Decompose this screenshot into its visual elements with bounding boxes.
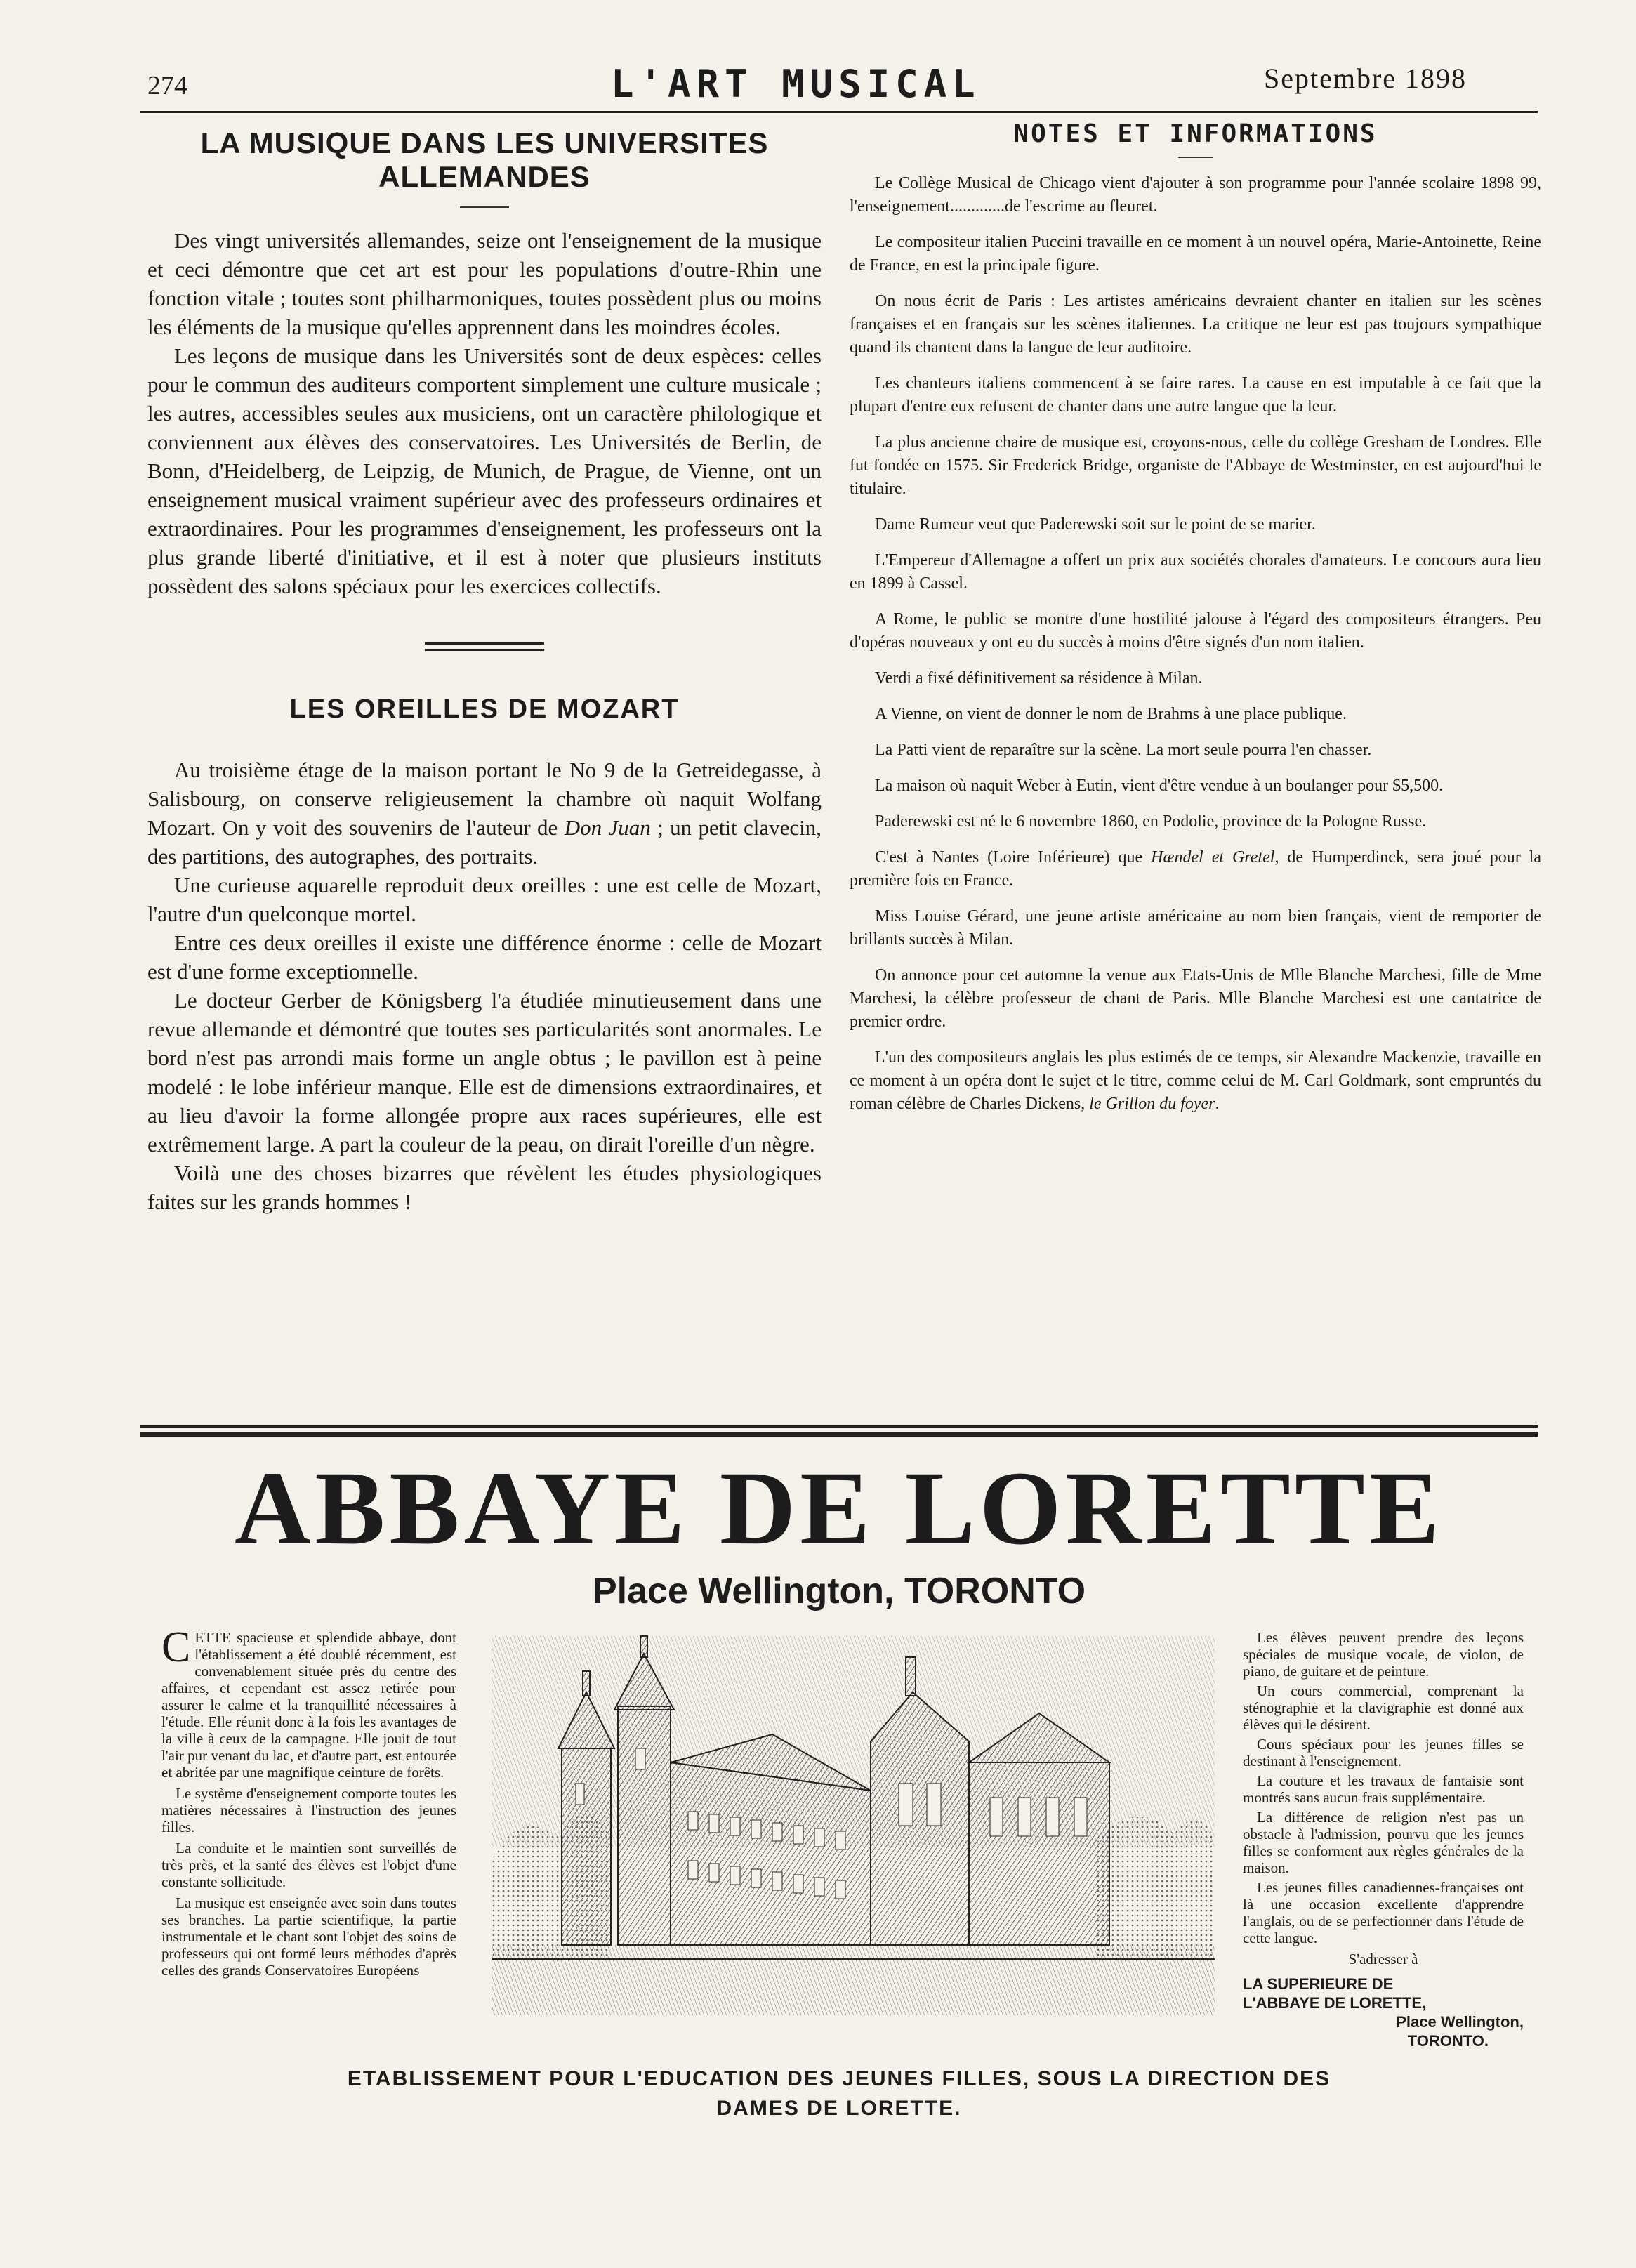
note-item: La plus ancienne chaire de musique est, croyons-nous, celle du collège Gresham de Londres. Elle fut fondée en 1575. Sir Frederick Bridge, organiste de l'Abbaye de Westminster, en est aujourd'hui le titulaire. (850, 433, 1541, 498)
note-item: A Vienne, on vient de donner le nom de Brahms à une place publique. (875, 705, 1347, 723)
note-item: Miss Louise Gérard, une jeune artiste américaine au nom bien français, vient de remporter de brillants succès à Milan. (850, 907, 1541, 949)
header-rule (140, 111, 1538, 113)
ad-paragraph: La conduite et le maintien sont surveillés de très près, et la santé des élèves est l'objet d'une constante sollicitude. (161, 1840, 456, 1890)
footer-line: DAMES DE LORETTE. (716, 2097, 962, 2120)
ad-paragraph: Le système d'enseignement comporte toutes les matières nécessaires à l'instruction des jeunes filles. (161, 1785, 456, 1835)
contact-intro: S'adresser à (1348, 1951, 1418, 1967)
paragraph: Entre ces deux oreilles il existe une différence énorme : celle de Mozart est d'une forme exceptionnelle. (147, 930, 822, 984)
journal-title: L'ART MUSICAL (611, 62, 981, 106)
article-title-mozart: LES OREILLES DE MOZART (289, 694, 680, 724)
text-run: , de Humperdinck, sera joué pour la première fois en France. (850, 848, 1541, 890)
note-item (850, 846, 1541, 892)
contact-line: LA SUPERIEURE DE (1243, 1975, 1394, 1993)
ad-paragraph: Cours spéciaux pour les jeunes filles se destinant à l'enseignement. (1243, 1736, 1524, 1769)
section-divider (425, 642, 544, 651)
text-run: ETTE spacieuse et splendide abbaye, dont l'établissement a été doublé récemment, est convenablement située près du centre des affaires, et cependant est assez retirée pour assurer le calme et la tranquillité nécessaires à l'étude. Elle réunit donc à la fois les avantages de la ville à ceux de la campagne. Elle jouit de tout l'air pur venant du lac, et d'autre part, est entourée et abritée par une magnifique ceinture de forêts. (161, 1629, 456, 1781)
note-item: La maison où naquit Weber à Eutin, vient d'être vendue à un boulanger pour $5,500. (875, 777, 1444, 795)
ad-paragraph: Un cours commercial, comprenant la sténographie et la clavigraphie est donné aux élèves qui le désirent. (1243, 1682, 1524, 1733)
ad-subtitle: Place Wellington, TORONTO (592, 1571, 1086, 1611)
ground (492, 1945, 1215, 2015)
text-run: L'un des compositeurs anglais les plus estimés de ce temps, sir Alexandre Mackenzie, travaille en ce moment à un opéra dont le sujet et le titre, comme celui de M. Carl Goldmark, sont empruntés du roman célèbre de Charles Dickens, (850, 1048, 1541, 1113)
drop-cap: C (161, 1623, 191, 1671)
ad-footer (140, 2064, 1538, 2123)
left-column (147, 126, 822, 1216)
note-item: Paderewski est né le 6 novembre 1860, en Podolie, province de la Pologne Russe. (875, 812, 1427, 831)
ad-left-text (161, 1623, 456, 1983)
text-run: . (1215, 1095, 1220, 1113)
ad-paragraph: Les jeunes filles canadiennes-françaises ont là une occasion excellente d'apprendre l'anglais, ou de se perfectionner dans l'étude de cette langue. (1243, 1879, 1524, 1946)
trees-right (1095, 1817, 1215, 1959)
text-run: C'est à Nantes (Loire Inférieure) que (875, 848, 1152, 866)
contact-block (1243, 1974, 1524, 2050)
italic-title: Hændel et Gretel (1151, 848, 1275, 866)
ad-paragraph: La musique est enseignée avec soin dans toutes ses branches. La partie scientifique, la partie instrumentale et le chant sont l'objet des soins de professeurs qui ont formé leurs méthodes d'après celles des grands Conservatoires Européens (161, 1894, 456, 1979)
ad-paragraph (161, 1623, 456, 1781)
note-item: La Patti vient de reparaître sur la scène. La mort seule pourra l'en chasser. (875, 741, 1372, 759)
ad-paragraph: La couture et les travaux de fantaisie sont montrés sans aucun frais supplémentaire. (1243, 1772, 1524, 1806)
text-run: Au troisième étage de la maison portant le No 9 de la Getreidegasse, à Salisbourg, on conserve religieusement la chambre où naquit Wolfang Mozart. On y voit des souvenirs de l'auteur de (147, 758, 822, 840)
note-item: A Rome, le public se montre d'une hostilité jalouse à l'égard des compositeurs étrangers. Peu d'opéras nouveaux y ont eu du succès à moins d'être signés d'un nom italien. (850, 610, 1541, 652)
paragraph (147, 756, 822, 871)
paragraph: Des vingt universités allemandes, seize ont l'enseignement de la musique et ceci démontre que cet art est pour les populations d'outre-Rhin une fonction vitale ; toutes sont philharmoniques, toutes possèdent plus ou moins les éléments de la musique qu'elles apprennent dans les moindres écoles. (147, 228, 822, 339)
note-item: On annonce pour cet automne la venue aux Etats-Unis de Mlle Blanche Marchesi, fille de Mme Marchesi, la célèbre professeur de chant de Paris. Mlle Blanche Marchesi est une cantatrice de premier ordre. (850, 966, 1541, 1031)
article-title-universites: LA MUSIQUE DANS LES UNIVERSITES ALLEMANDES (200, 126, 769, 193)
ad-top-rule-thick (140, 1432, 1538, 1437)
italic-title: le Grillon du foyer (1089, 1095, 1215, 1113)
paragraph: Les leçons de musique dans les Universités sont de deux espèces: celles pour le commun des auditeurs comportent simplement une culture musicale ; les autres, accessibles seules aux musiciens, ont un caractère philologique et conviennent aux élèves des conservatoires. Les Universités de Berlin, de Bonn, d'Heidelberg, de Leipzig, de Munich, de Prague, de Vienne, ont un enseignement musical vraiment supérieur avec des professeurs ordinaires et extraordinaires. Pour les programmes d'enseignement, les professeurs ont la plus grande liberté d'initiative, et il est à noter que plusieurs instituts possèdent des salons spéciaux pour les exercices collectifs. (147, 343, 822, 598)
ad-paragraph: Les élèves peuvent prendre des leçons spéciales de musique vocale, de violon, de piano, de guitare et de peinture. (1243, 1629, 1524, 1680)
notes-title: NOTES ET INFORMATIONS (1013, 119, 1378, 148)
note-item: Les chanteurs italiens commencent à se faire rares. La cause en est imputable à ce fait que la plupart d'entre eux refusent de chanter dans une autre langue que la leur. (850, 374, 1541, 416)
contact-line: Place Wellington, (1396, 2013, 1524, 2031)
title-rule (1178, 157, 1213, 158)
footer-line: ETABLISSEMENT POUR L'EDUCATION DES JEUNES FILLES, SOUS LA DIRECTION DES (347, 2067, 1331, 2090)
paragraph: Une curieuse aquarelle reproduit deux oreilles : une est celle de Mozart, l'autre d'un quelconque mortel. (147, 873, 822, 926)
ad-paragraph: La différence de religion n'est pas un obstacle à l'admission, pourvu que les jeunes filles se conforment aux règles générales de la maison. (1243, 1809, 1524, 1876)
contact-line: TORONTO. (1407, 2032, 1489, 2050)
note-item (850, 1046, 1541, 1116)
note-item: Le compositeur italien Puccini travaille en ce moment à un nouvel opéra, Marie-Antoinette, Reine de France, en est la principale figure. (850, 233, 1541, 275)
ad-right-text (1243, 1629, 1524, 2050)
note-item: Le Collège Musical de Chicago vient d'ajouter à son programme pour l'année scolaire 1898 99, l'enseignement.............de l'escrime au fleuret. (850, 174, 1541, 216)
ad-top-rule (140, 1425, 1538, 1428)
contact-line: L'ABBAYE DE LORETTE, (1243, 1994, 1427, 2012)
ad-title: ABBAYE DE LORETTE (235, 1450, 1444, 1567)
title-rule (460, 206, 509, 208)
paragraph: Le docteur Gerber de Königsberg l'a étudiée minutieusement dans une revue allemande et démontré que toutes ses particularités sont anormales. Le bord n'est pas arrondi mais forme un angle obtus ; le pavillon est à peine modelé : le lobe inférieur manque. Elle est de dimensions extraordinaires, et au lieu d'avoir la forme allongée propre aux races supérieures, elle est extrêmement large. A part la couleur de la peau, on dirait l'oreille d'un nègre. (147, 988, 822, 1156)
abbey-engraving (477, 1629, 1229, 2022)
note-item: Dame Rumeur veut que Paderewski soit sur le point de se marier. (875, 515, 1316, 534)
text-run: ; un petit clavecin, des partitions, des autographes, des portraits. (147, 815, 822, 869)
note-item: L'Empereur d'Allemagne a offert un prix aux sociétés chorales d'amateurs. Le concours aura lieu en 1899 à Cassel. (850, 551, 1541, 593)
right-column (850, 119, 1541, 1128)
italic-title: Don Juan (564, 815, 651, 840)
issue-date: Septembre 1898 (1264, 62, 1467, 94)
page-number: 274 (147, 71, 187, 100)
note-item: Verdi a fixé définitivement sa résidence à Milan. (875, 669, 1203, 687)
note-item: On nous écrit de Paris : Les artistes américains devraient chanter en italien sur les scènes françaises et en français sur les scènes italiennes. La critique ne leur est pas toujours sympathique quand ils chantent dans la langue de leur auditoire. (850, 292, 1541, 357)
paragraph: Voilà une des choses bizarres que révèlent les études physiologiques faites sur les grands hommes ! (147, 1161, 822, 1214)
